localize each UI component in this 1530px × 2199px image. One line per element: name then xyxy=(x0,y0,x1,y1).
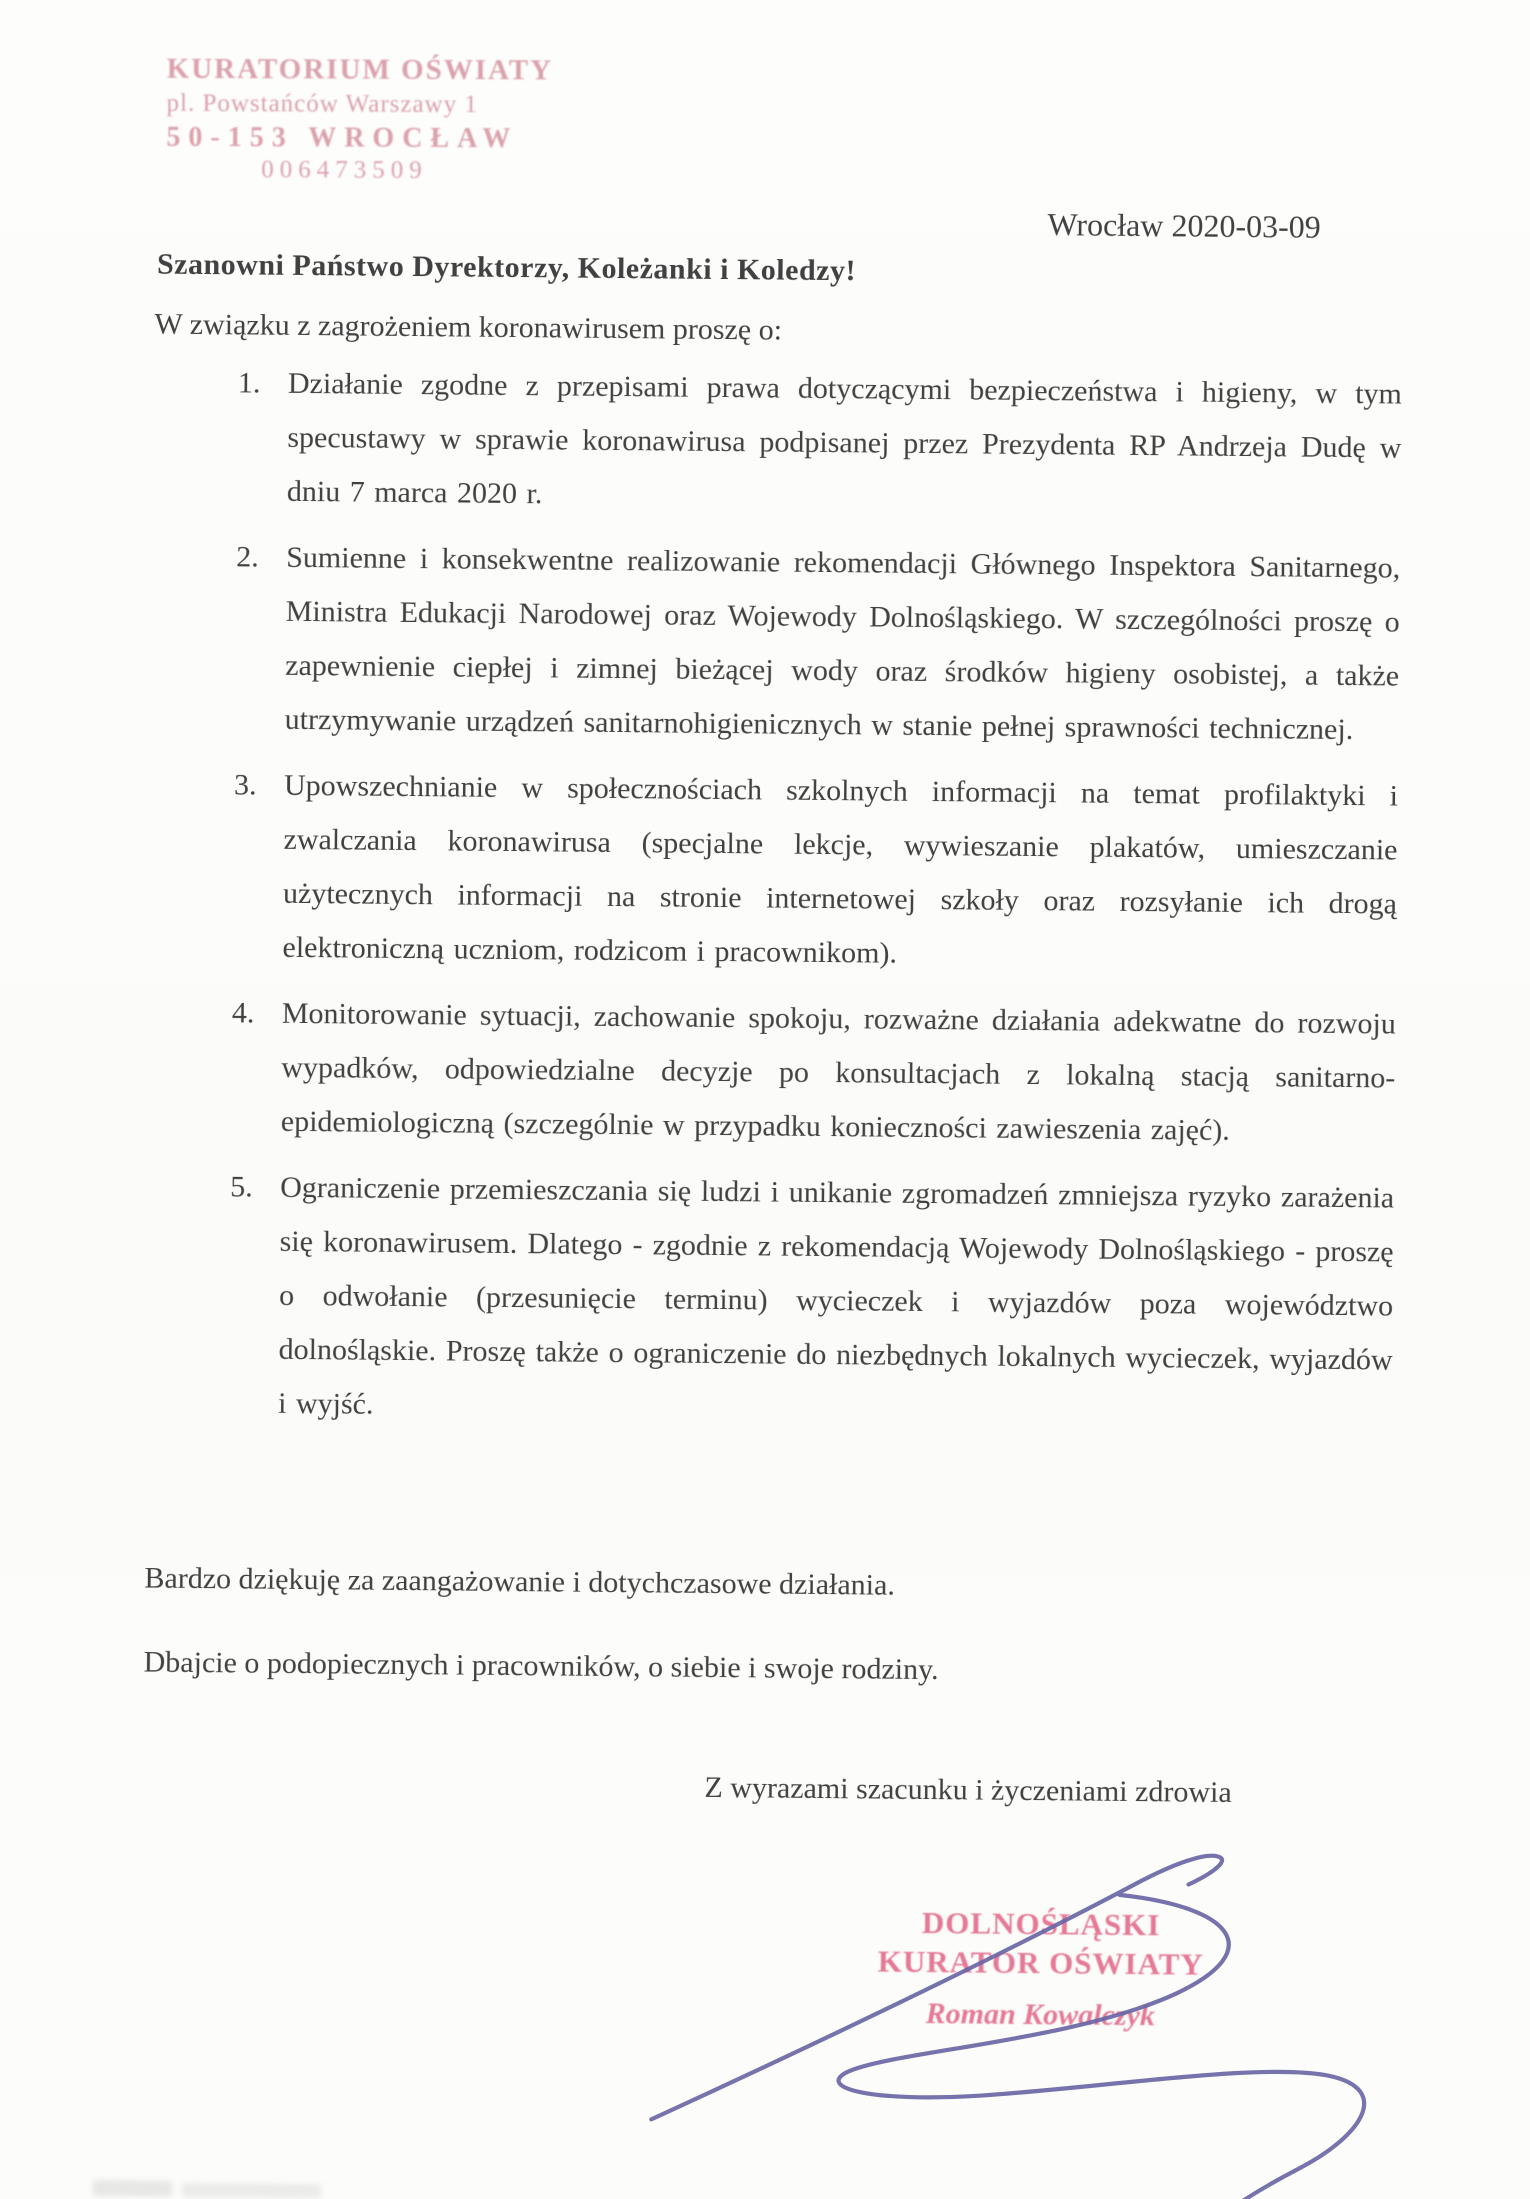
item-text: Ograniczenie przemieszczania się ludzi i unikanie zgromadzeń zmniejsza ryzyko zarażenia się koronawirusem. Dlatego - zgodnie z rekomendacją Wojewody Dolnośląskiego - proszę o odwołanie (przesunięcie terminu) wycieczek i wyjazdów poza województwo dolnośląskie. Proszę także o ograniczenie do niezbędnych lokalnych wycieczek, wyjazdów i wyjść. xyxy=(277,1170,1395,1421)
salutation: Szanowni Państwo Dyrektorzy, Koleżanki i Koledzy! xyxy=(156,247,857,288)
office-stamp-line-4: 006473509 xyxy=(261,156,428,184)
item-text: Działanie zgodne z przepisami prawa dotyczącymi bezpieczeństwa i higieny, w tym specustawy w sprawie koronawirusa podpisanej przez Prezydenta RP Andrzeja Dudę w dniu 7 marca 2020 r. xyxy=(286,366,1403,511)
item-text: Monitorowanie sytuacji, zachowanie spokoju, rozważne działania adekwatne do rozwoju wypadków, odpowiedzialne decyzje po konsultacjach z lokalną stacją sanitarno-epidemiologiczną (szczególnie w przypadku konieczności zawieszenia zajęć). xyxy=(280,996,1396,1147)
list-item xyxy=(232,758,1398,985)
list-item xyxy=(228,1160,1395,1441)
item-number: 2. xyxy=(236,540,259,574)
item-number: 5. xyxy=(230,1170,253,1204)
list-item xyxy=(237,356,1403,529)
closing-paragraph-care: Dbajcie o podopiecznych i pracowników, o siebie i swoje rodziny. xyxy=(143,1645,939,1687)
item-number: 1. xyxy=(237,366,261,400)
letter-date: Wrocław 2020-03-09 xyxy=(1047,206,1321,245)
signer-title-line-1: DOLNOŚLĄSKI xyxy=(921,1904,1161,1943)
list-item xyxy=(234,530,1400,757)
signer-name: Roman Kowalczyk xyxy=(925,1997,1156,2033)
valediction: Z wyrazami szacunku i życzeniami zdrowia xyxy=(704,1770,1232,1809)
item-number: 3. xyxy=(233,768,257,802)
item-text: Upowszechnianie w społecznościach szkolnych informacji na temat profilaktyki i zwalczania koronawirusa (specjalne lekcje, wywieszanie plakatów, umieszczanie użytecznych informacji na stronie internetowej szkoły oraz rozsyłanie ich drogą elektroniczną uczniom, rodzicom i pracownikom). xyxy=(282,768,1399,970)
office-stamp-line-2: pl. Powstańców Warszawy 1 xyxy=(166,89,478,119)
closing-paragraph-thanks: Bardzo dziękuję za zaangażowanie i dotychczasowe działania. xyxy=(144,1561,896,1602)
office-stamp-line-3: 50-153 WROCŁAW xyxy=(166,121,519,155)
signer-title-line-2: KURATOR OŚWIATY xyxy=(877,1943,1204,1982)
item-text: Sumienne i konsekwentne realizowanie rekomendacji Głównego Inspektora Sanitarnego, Ministra Edukacji Narodowej oraz Wojewody Dolnośląskiego. W szczególności proszę o zapewnienie ciepłej i zimnej bieżącej wody oraz środków higieny osobistej, a także utrzymywanie urządzeń sanitarnohigienicznych w stanie pełnej sprawności technicznej. xyxy=(284,540,1401,747)
list-item xyxy=(231,986,1397,1159)
office-stamp xyxy=(166,53,587,186)
intro-line: W związku z zagrożeniem koronawirusem proszę o: xyxy=(154,307,783,347)
scan-smudge xyxy=(93,2180,173,2197)
office-stamp-line-1: KURATORIUM OŚWIATY xyxy=(166,52,554,87)
item-number: 4. xyxy=(231,996,255,1030)
signer-stamp xyxy=(850,1902,1231,2034)
request-list xyxy=(228,356,1402,1453)
scan-smudge xyxy=(182,2183,322,2198)
